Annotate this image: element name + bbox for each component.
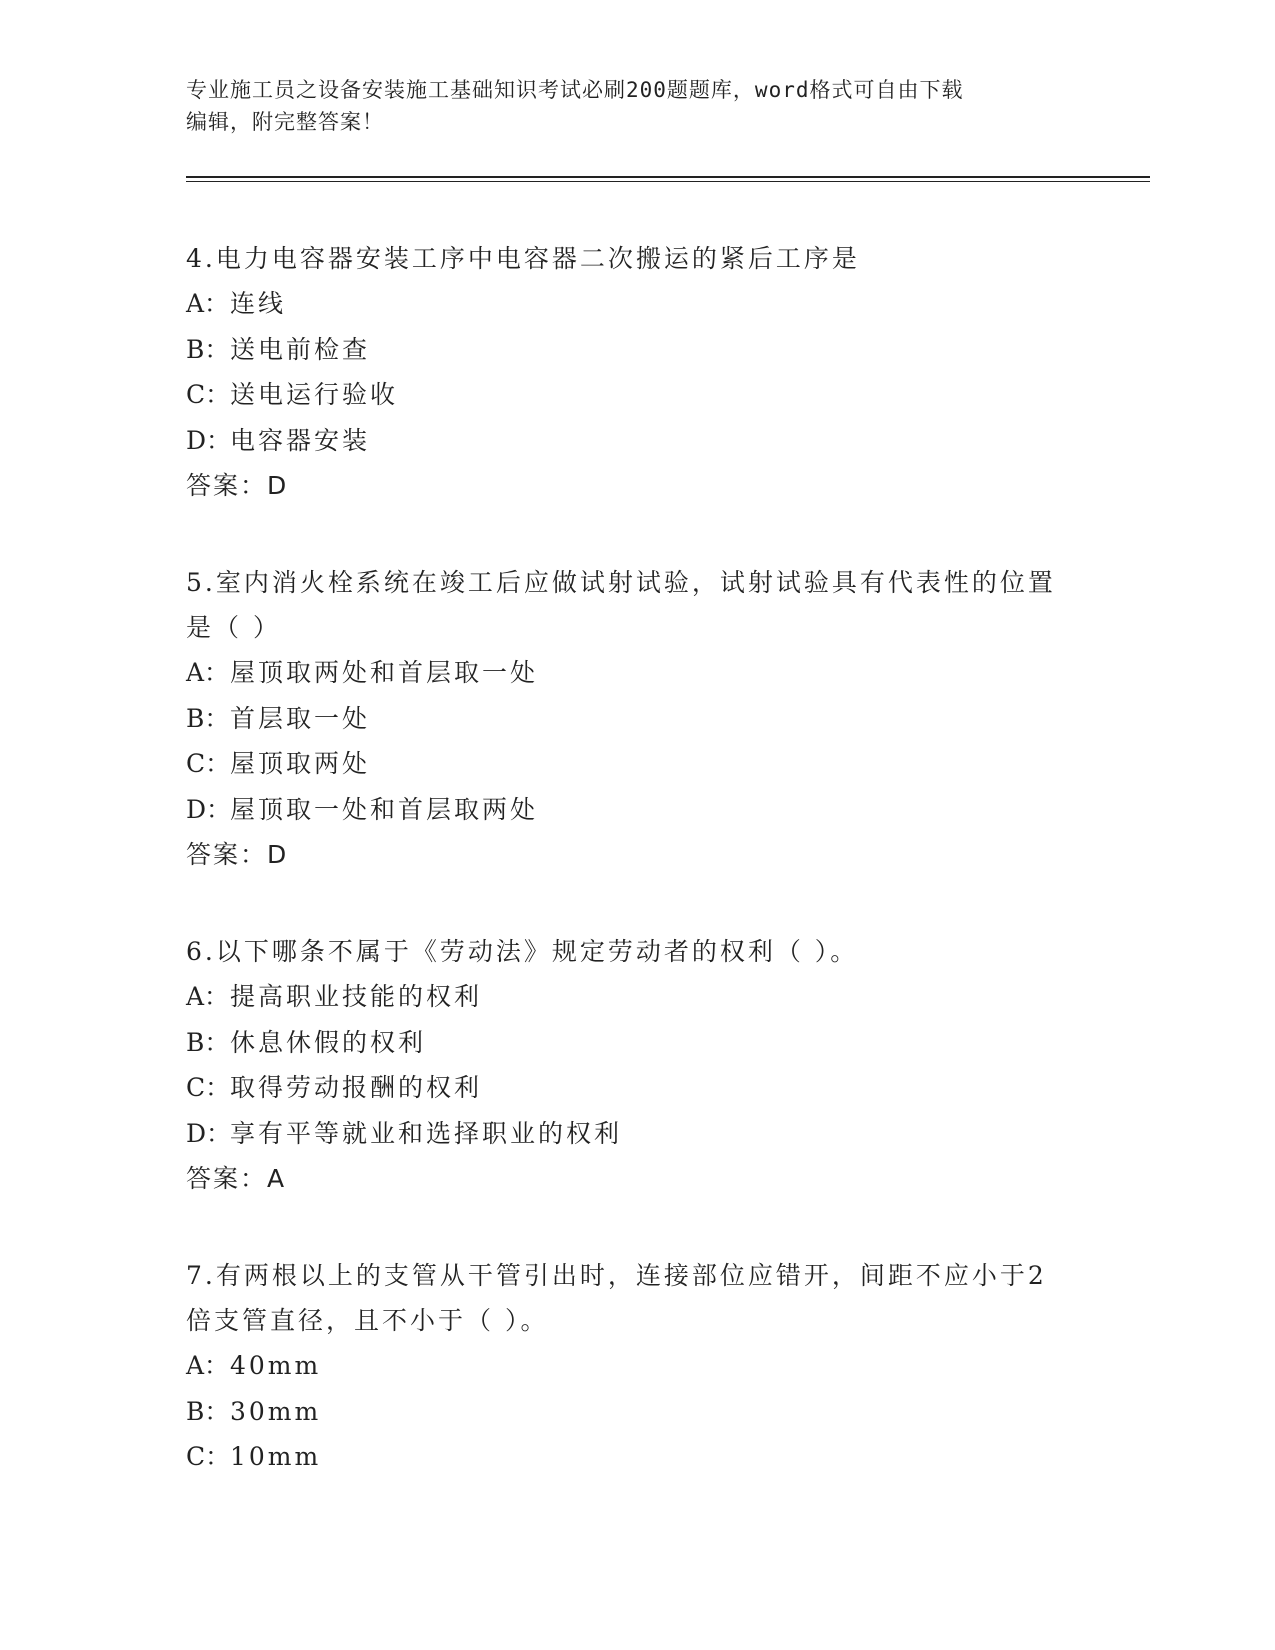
option-c <box>186 1434 1066 1480</box>
option-key: C： <box>186 1442 231 1471</box>
option-key: C： <box>186 1073 231 1102</box>
option-key: A： <box>186 982 230 1011</box>
option-d <box>186 418 1066 464</box>
option-key: B： <box>186 334 230 364</box>
option-key: A： <box>186 658 230 687</box>
option-a <box>186 650 1066 696</box>
header-divider-top <box>186 176 1150 178</box>
option-list <box>186 281 1066 463</box>
option-list <box>186 1343 1066 1480</box>
option-key: B： <box>186 1396 230 1426</box>
option-b <box>186 327 1066 373</box>
option-text: 连线 <box>230 289 287 318</box>
option-text: 10mm <box>230 1442 322 1471</box>
question-7 <box>186 1253 1066 1480</box>
option-a <box>186 1343 1066 1389</box>
option-key: A： <box>186 1351 230 1380</box>
question-stem: 6.以下哪条不属于《劳动法》规定劳动者的权利（ ）。 <box>186 937 859 966</box>
option-key: B： <box>186 1027 230 1057</box>
option-list <box>186 650 1066 832</box>
option-text: 屋顶取两处和首层取一处 <box>230 658 539 687</box>
option-c <box>186 372 1066 418</box>
option-key: C： <box>186 380 231 409</box>
option-list <box>186 974 1066 1156</box>
option-key: B： <box>186 703 230 733</box>
option-b <box>186 696 1066 742</box>
question-4 <box>186 236 1066 508</box>
option-a <box>186 974 1066 1020</box>
option-text: 40mm <box>230 1351 322 1380</box>
question-6 <box>186 929 1066 1201</box>
option-key: C： <box>186 749 231 778</box>
option-key: D： <box>186 425 232 455</box>
option-text: 送电前检查 <box>230 334 371 364</box>
question-stem: 4.电力电容器安装工序中电容器二次搬运的紧后工序是 <box>186 244 860 273</box>
document-header <box>186 74 1066 138</box>
option-text: 提高职业技能的权利 <box>230 982 483 1011</box>
option-text: 30mm <box>230 1396 322 1426</box>
option-text: 送电运行验收 <box>230 380 399 409</box>
option-d <box>186 1111 1066 1157</box>
option-text: 休息休假的权利 <box>230 1027 427 1057</box>
header-divider-bottom <box>186 181 1150 182</box>
question-list <box>186 236 1066 1532</box>
answer-line: 答案：D <box>186 840 289 869</box>
option-b <box>186 1020 1066 1066</box>
option-text: 取得劳动报酬的权利 <box>230 1073 483 1102</box>
option-text: 享有平等就业和选择职业的权利 <box>230 1118 623 1148</box>
option-b <box>186 1389 1066 1435</box>
option-key: D： <box>186 1118 232 1148</box>
option-key: A： <box>186 289 230 318</box>
question-stem: 5.室内消火栓系统在竣工后应做试射试验，试射试验具有代表性的位置是（ ） <box>186 568 1056 642</box>
option-key: D： <box>186 794 232 824</box>
header-title-line1: 专业施工员之设备安装施工基础知识考试必刷200题题库，word格式可自由下载 <box>186 78 964 102</box>
option-text: 屋顶取一处和首层取两处 <box>230 794 539 824</box>
option-c <box>186 1065 1066 1111</box>
question-stem: 7.有两根以上的支管从干管引出时，连接部位应错开，间距不应小于2倍支管直径，且不小于（ ）。 <box>186 1261 1047 1335</box>
header-title-line2: 编辑，附完整答案！ <box>186 110 384 134</box>
option-c <box>186 741 1066 787</box>
answer-line: 答案：D <box>186 471 289 500</box>
option-a <box>186 281 1066 327</box>
question-5 <box>186 560 1066 877</box>
option-text: 首层取一处 <box>230 703 371 733</box>
option-text: 屋顶取两处 <box>230 749 371 778</box>
option-text: 电容器安装 <box>230 425 371 455</box>
answer-line: 答案：A <box>186 1164 287 1193</box>
option-d <box>186 787 1066 833</box>
